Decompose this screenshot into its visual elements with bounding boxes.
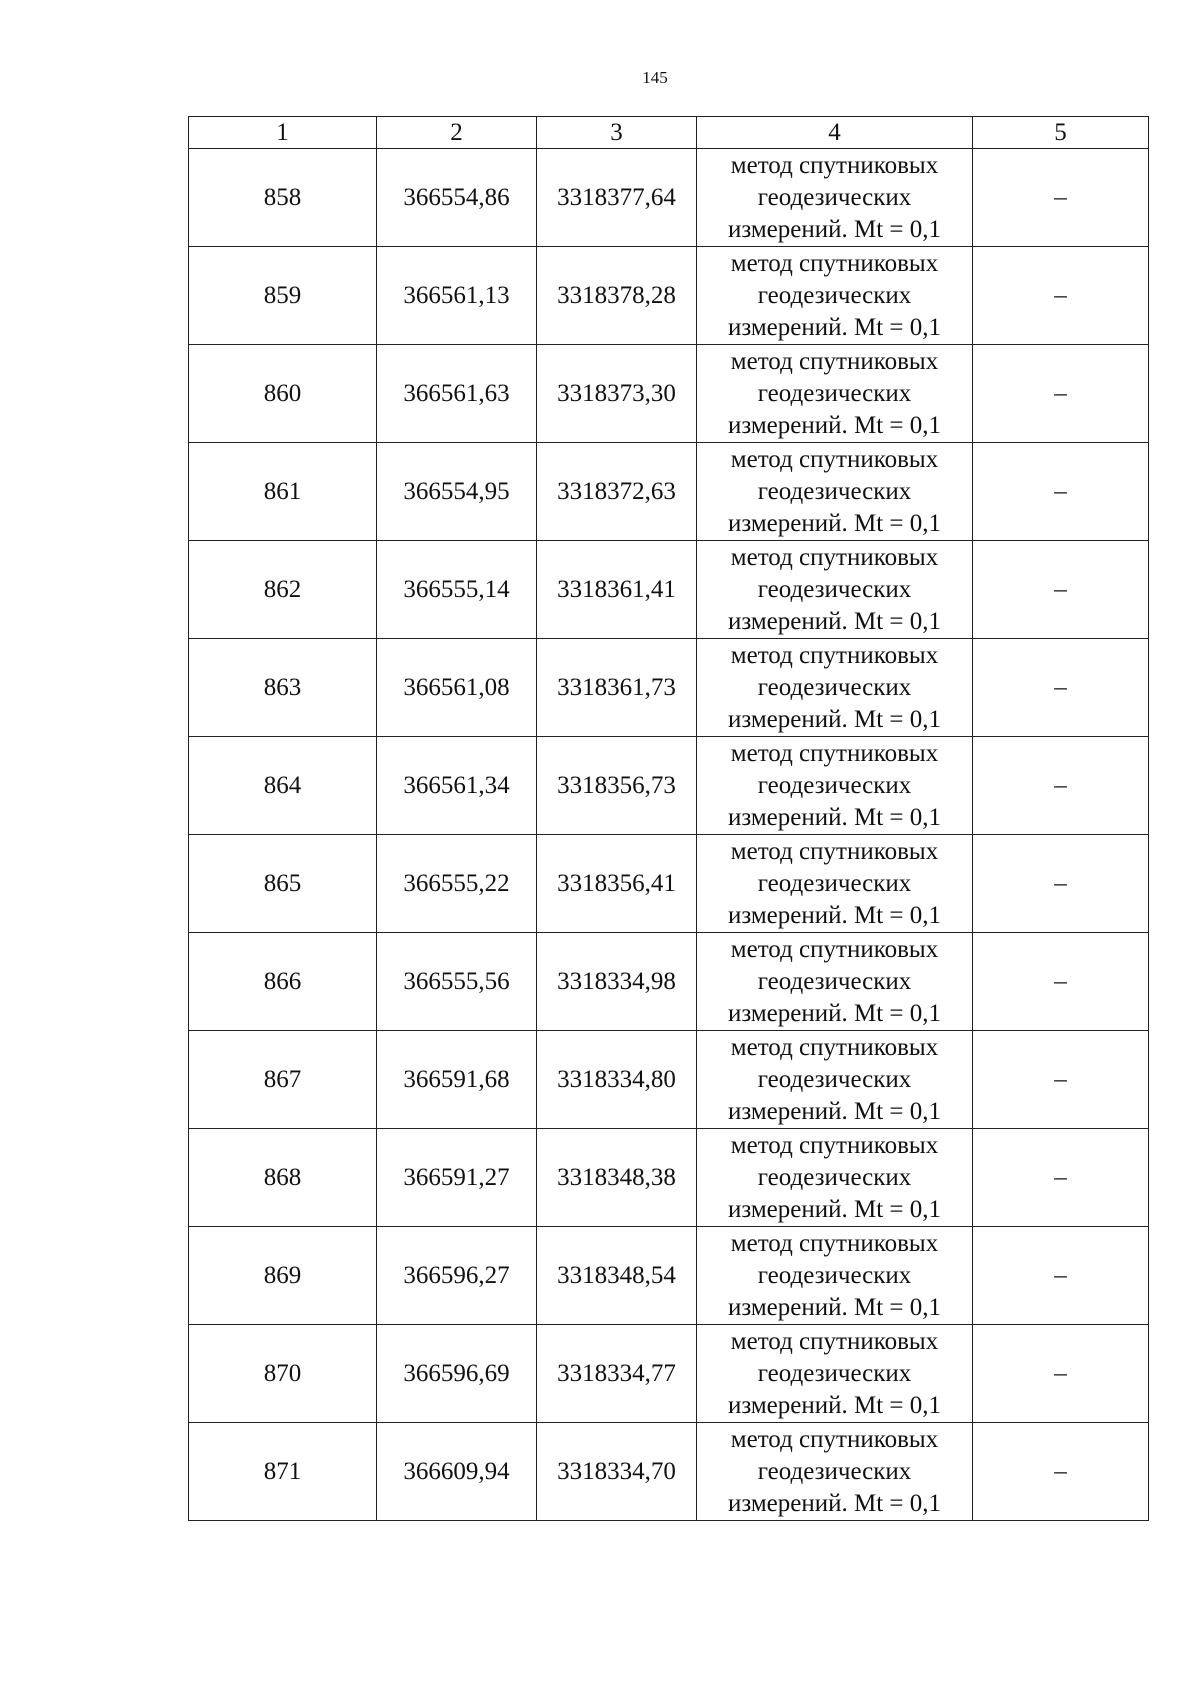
note-cell: –	[973, 933, 1149, 1031]
method-line: измерений. Mt = 0,1	[727, 1489, 942, 1517]
note-cell: –	[973, 835, 1149, 933]
x-coordinate-cell: 366591,27	[377, 1129, 537, 1227]
method-line: метод спутниковых	[730, 1327, 939, 1355]
page-number: 145	[642, 68, 668, 87]
x-coordinate-cell: 366596,27	[377, 1227, 537, 1325]
y-coordinate-cell: 3318378,28	[537, 247, 697, 345]
method-line: метод спутниковых	[730, 1131, 939, 1159]
x-coordinate-cell: 366596,69	[377, 1325, 537, 1423]
point-number-cell: 866	[189, 933, 377, 1031]
y-coordinate-cell: 3318361,41	[537, 541, 697, 639]
y-coordinate-cell: 3318334,80	[537, 1031, 697, 1129]
x-coordinate-cell: 366561,08	[377, 639, 537, 737]
method-line: метод спутниковых	[730, 151, 939, 179]
point-number-cell: 869	[189, 1227, 377, 1325]
method-line: геодезических	[757, 281, 912, 309]
point-number-cell: 859	[189, 247, 377, 345]
method-cell	[697, 737, 973, 835]
table-header-row	[189, 117, 1149, 149]
note-cell: –	[973, 541, 1149, 639]
point-number-cell: 868	[189, 1129, 377, 1227]
method-cell	[697, 149, 973, 247]
method-line: измерений. Mt = 0,1	[727, 901, 942, 929]
note-cell: –	[973, 737, 1149, 835]
point-number-cell: 865	[189, 835, 377, 933]
x-coordinate-cell: 366554,86	[377, 149, 537, 247]
table-row	[189, 639, 1149, 737]
x-coordinate-cell: 366561,13	[377, 247, 537, 345]
column-header: 5	[973, 117, 1149, 149]
note-cell: –	[973, 639, 1149, 737]
method-line: измерений. Mt = 0,1	[727, 803, 942, 831]
x-coordinate-cell: 366555,56	[377, 933, 537, 1031]
x-coordinate-cell: 366609,94	[377, 1423, 537, 1521]
method-line: измерений. Mt = 0,1	[727, 411, 942, 439]
point-number-cell: 861	[189, 443, 377, 541]
table-row	[189, 247, 1149, 345]
point-number-cell: 863	[189, 639, 377, 737]
method-line: измерений. Mt = 0,1	[727, 1195, 942, 1223]
method-line: геодезических	[757, 1261, 912, 1289]
method-line: геодезических	[757, 967, 912, 995]
method-cell	[697, 443, 973, 541]
method-cell	[697, 639, 973, 737]
y-coordinate-cell: 3318334,70	[537, 1423, 697, 1521]
point-number-cell: 870	[189, 1325, 377, 1423]
method-line: геодезических	[757, 1065, 912, 1093]
column-header: 4	[697, 117, 973, 149]
method-line: метод спутниковых	[730, 837, 939, 865]
method-line: геодезических	[757, 1163, 912, 1191]
y-coordinate-cell: 3318334,77	[537, 1325, 697, 1423]
method-cell	[697, 1227, 973, 1325]
method-line: геодезических	[757, 379, 912, 407]
table-row	[189, 1325, 1149, 1423]
note-cell: –	[973, 1325, 1149, 1423]
method-line: геодезических	[757, 771, 912, 799]
method-line: измерений. Mt = 0,1	[727, 313, 942, 341]
method-line: геодезических	[757, 673, 912, 701]
point-number-cell: 867	[189, 1031, 377, 1129]
column-header: 3	[537, 117, 697, 149]
table-body	[189, 149, 1149, 1521]
method-cell	[697, 541, 973, 639]
table-row	[189, 1423, 1149, 1521]
method-line: метод спутниковых	[730, 641, 939, 669]
column-header: 2	[377, 117, 537, 149]
method-cell	[697, 1325, 973, 1423]
table-row	[189, 1031, 1149, 1129]
method-line: геодезических	[757, 869, 912, 897]
column-header: 1	[189, 117, 377, 149]
method-line: метод спутниковых	[730, 249, 939, 277]
note-cell: –	[973, 1129, 1149, 1227]
y-coordinate-cell: 3318356,41	[537, 835, 697, 933]
x-coordinate-cell: 366555,22	[377, 835, 537, 933]
table-row	[189, 1227, 1149, 1325]
point-number-cell: 864	[189, 737, 377, 835]
method-cell	[697, 1129, 973, 1227]
table-row	[189, 443, 1149, 541]
method-line: измерений. Mt = 0,1	[727, 705, 942, 733]
x-coordinate-cell: 366554,95	[377, 443, 537, 541]
method-line: метод спутниковых	[730, 1033, 939, 1061]
method-line: измерений. Mt = 0,1	[727, 999, 942, 1027]
y-coordinate-cell: 3318372,63	[537, 443, 697, 541]
point-number-cell: 858	[189, 149, 377, 247]
x-coordinate-cell: 366561,34	[377, 737, 537, 835]
table-row	[189, 835, 1149, 933]
method-line: геодезических	[757, 1359, 912, 1387]
method-cell	[697, 1031, 973, 1129]
method-cell	[697, 835, 973, 933]
method-line: измерений. Mt = 0,1	[727, 215, 942, 243]
table-row	[189, 933, 1149, 1031]
y-coordinate-cell: 3318361,73	[537, 639, 697, 737]
table-row	[189, 345, 1149, 443]
y-coordinate-cell: 3318348,54	[537, 1227, 697, 1325]
note-cell: –	[973, 1423, 1149, 1521]
method-line: метод спутниковых	[730, 1229, 939, 1257]
table-row	[189, 541, 1149, 639]
note-cell: –	[973, 247, 1149, 345]
point-number-cell: 860	[189, 345, 377, 443]
method-line: метод спутниковых	[730, 935, 939, 963]
method-cell	[697, 345, 973, 443]
table-row	[189, 149, 1149, 247]
method-line: метод спутниковых	[730, 543, 939, 571]
coordinates-table	[188, 116, 1149, 1521]
note-cell: –	[973, 443, 1149, 541]
method-line: измерений. Mt = 0,1	[727, 1097, 942, 1125]
x-coordinate-cell: 366591,68	[377, 1031, 537, 1129]
y-coordinate-cell: 3318377,64	[537, 149, 697, 247]
method-line: измерений. Mt = 0,1	[727, 607, 942, 635]
x-coordinate-cell: 366561,63	[377, 345, 537, 443]
method-line: геодезических	[757, 183, 912, 211]
method-line: метод спутниковых	[730, 739, 939, 767]
note-cell: –	[973, 1227, 1149, 1325]
method-line: геодезических	[757, 575, 912, 603]
method-line: метод спутниковых	[730, 1425, 939, 1453]
y-coordinate-cell: 3318348,38	[537, 1129, 697, 1227]
x-coordinate-cell: 366555,14	[377, 541, 537, 639]
y-coordinate-cell: 3318356,73	[537, 737, 697, 835]
method-line: геодезических	[757, 477, 912, 505]
y-coordinate-cell: 3318334,98	[537, 933, 697, 1031]
table-row	[189, 737, 1149, 835]
method-line: метод спутниковых	[730, 347, 939, 375]
note-cell: –	[973, 1031, 1149, 1129]
method-cell	[697, 933, 973, 1031]
note-cell: –	[973, 345, 1149, 443]
y-coordinate-cell: 3318373,30	[537, 345, 697, 443]
method-line: измерений. Mt = 0,1	[727, 1293, 942, 1321]
method-line: геодезических	[757, 1457, 912, 1485]
point-number-cell: 871	[189, 1423, 377, 1521]
method-line: измерений. Mt = 0,1	[727, 1391, 942, 1419]
point-number-cell: 862	[189, 541, 377, 639]
table-row	[189, 1129, 1149, 1227]
method-line: метод спутниковых	[730, 445, 939, 473]
note-cell: –	[973, 149, 1149, 247]
method-cell	[697, 1423, 973, 1521]
method-cell	[697, 247, 973, 345]
method-line: измерений. Mt = 0,1	[727, 509, 942, 537]
